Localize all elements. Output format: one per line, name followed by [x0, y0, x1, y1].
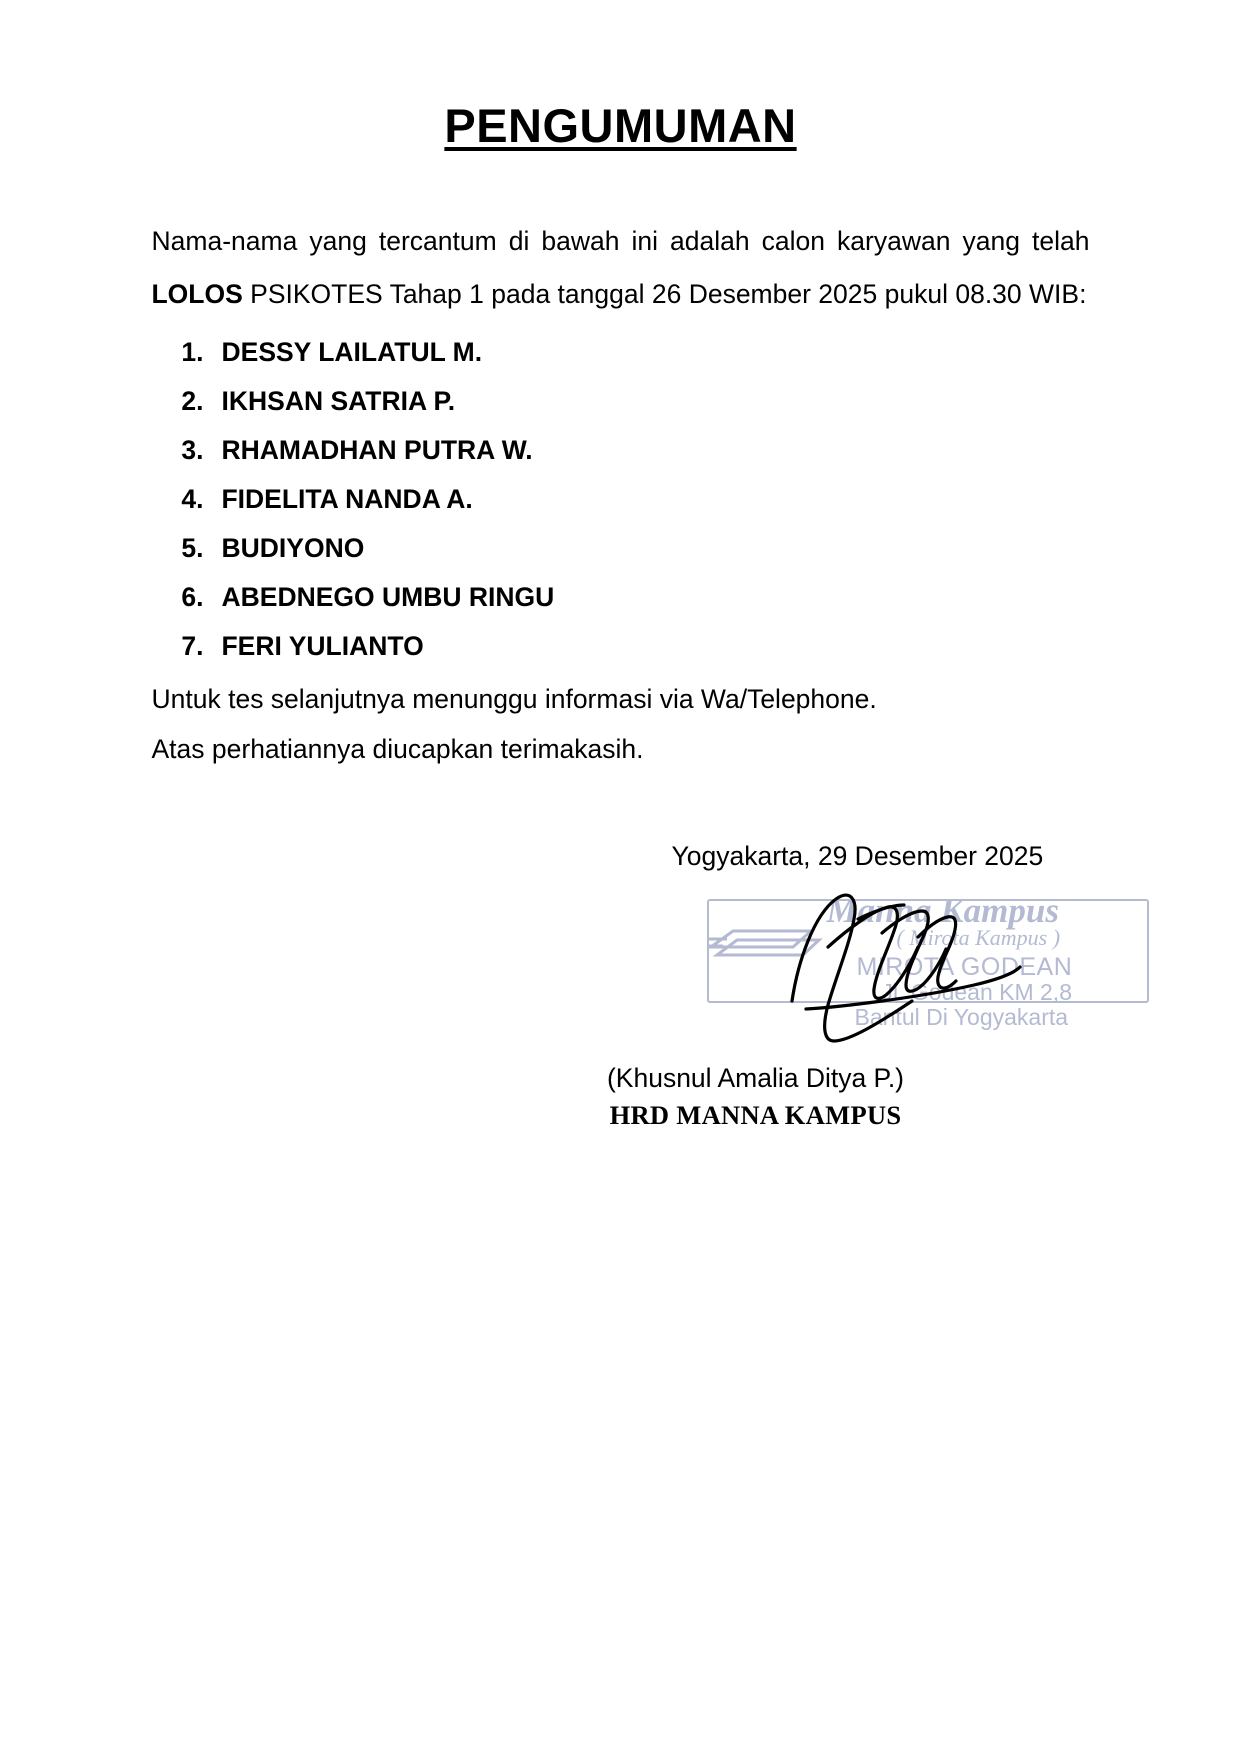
- lolos-emphasis: LOLOS: [151, 279, 243, 309]
- list-item-number: 7.: [181, 631, 204, 661]
- intro-paragraph: [152, 215, 1090, 321]
- list-item: [152, 426, 1090, 475]
- list-item-number: 3.: [181, 435, 204, 465]
- candidate-name-list: [152, 328, 1090, 671]
- list-item: [152, 573, 1090, 622]
- handwritten-signature: [762, 881, 1042, 1061]
- list-item-label: FIDELITA NANDA A.: [221, 484, 473, 514]
- list-item-number: 1.: [181, 337, 204, 367]
- place-and-date: Yogyakarta, 29 Desember 2025: [671, 841, 1044, 871]
- list-item-label: ABEDNEGO UMBU RINGU: [221, 582, 555, 612]
- signer-name: (Khusnul Amalia Ditya P.): [606, 1063, 905, 1093]
- closing-line-1: Untuk tes selanjutnya menunggu informasi via Wa/Telephone.: [151, 684, 877, 714]
- intro-line-1: Nama-nama yang tercantum di bawah ini adalah calon karyawan yang: [151, 226, 1020, 256]
- list-item-number: 6.: [181, 582, 204, 612]
- intro-line-2-post: PSIKOTES Tahap 1 pada tanggal 26 Desember 2025: [242, 279, 878, 309]
- stamp-line-2: ( Mirota Kampus ): [896, 925, 1061, 950]
- list-item-label: IKHSAN SATRIA P.: [221, 386, 456, 416]
- list-item: [152, 328, 1090, 377]
- list-item-label: FERI YULIANTO: [221, 631, 424, 661]
- list-item-label: BUDIYONO: [221, 533, 365, 563]
- closing-line-2: Atas perhatiannya diucapkan terimakasih.: [151, 734, 644, 764]
- list-item-number: 5.: [181, 533, 204, 563]
- list-item: [152, 622, 1090, 671]
- list-item-number: 2.: [181, 386, 204, 416]
- closing-paragraph: [152, 677, 1090, 771]
- signer-role: HRD MANNA KAMPUS: [609, 1100, 902, 1130]
- signer-info: [152, 1063, 1090, 1131]
- list-item: [152, 524, 1090, 573]
- stamp-line-5: Bantul Di Yogyakarta: [854, 1004, 1069, 1030]
- intro-line-2-pre: telah: [1032, 226, 1090, 256]
- list-item: [152, 377, 1090, 426]
- list-item-label: DESSY LAILATUL M.: [221, 337, 483, 367]
- stamp-line-1: Manna Kampus: [826, 891, 1059, 930]
- stamp-line-4: Jl. Godean KM 2,8: [881, 979, 1072, 1005]
- stamp-line-3: MIROTA GODEAN: [856, 953, 1073, 981]
- list-item-number: 4.: [181, 484, 204, 514]
- page-title: PENGUMUMAN: [444, 99, 797, 152]
- intro-line-3: pukul 08.30 WIB:: [884, 279, 1087, 309]
- document-body: [152, 153, 1090, 1161]
- signature-block: [152, 841, 1090, 1161]
- list-item: [152, 475, 1090, 524]
- list-item-label: RHAMADHAN PUTRA W.: [221, 435, 533, 465]
